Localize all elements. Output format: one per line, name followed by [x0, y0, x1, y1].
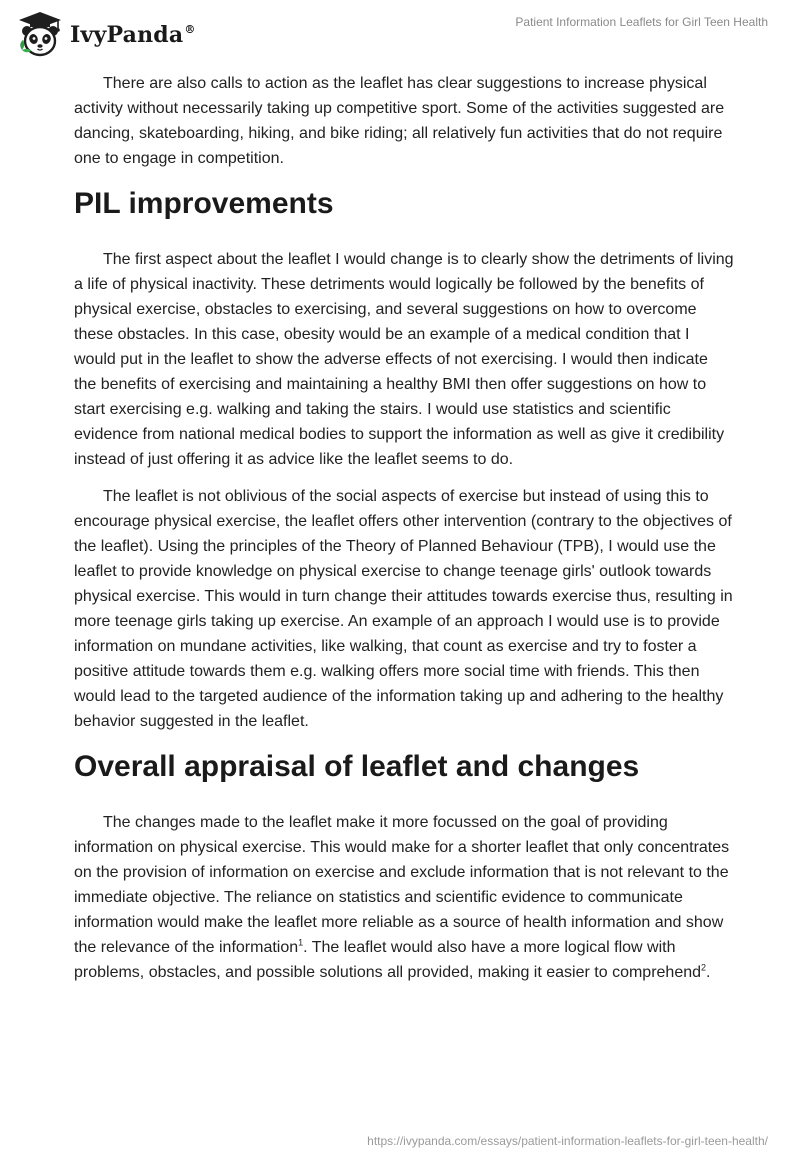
- paragraph-calls-to-action: There are also calls to action as the leaflet has clear suggestions to increase physical activity without necessarily taking up competitive sport. Some of the activities suggested are dancing, skateboarding, hiking, and bike riding; all relatively fun activities that do not require one to engage in competition.: [74, 75, 725, 167]
- source-url[interactable]: https://ivypanda.com/essays/patient-information-leaflets-for-girl-teen-health/: [367, 1134, 768, 1148]
- paragraph-text-part: . The leaflet would also have a more logical flow with problems, obstacles, and possible solutions all provided, making it easier to comprehend: [74, 939, 702, 981]
- ivypanda-logo[interactable]: [16, 8, 196, 60]
- heading-overall-appraisal: Overall appraisal of leaflet and changes: [74, 750, 640, 783]
- panda-graduate-icon: [16, 10, 64, 58]
- heading-pil-improvements: PIL improvements: [74, 187, 334, 220]
- paragraph-detriments: The first aspect about the leaflet I would change is to clearly show the detriments of living a life of physical inactivity. These detriments would logically be followed by the benefits of physical exercise, obstacles to exercising, and several suggestions on how to overcome these obstacles. In this case, obesity would be an example of a medical condition that I would put in the leaflet to show the adverse effects of not exercising. I would then indicate the benefits of exercising and maintaining a healthy BMI then offer suggestions on how to start exercising e.g. walking and taking the stairs. I would use statistics and scientific evidence from national medical bodies to support the information as well as give it credibility instead of just offering it as advice like the leaflet seems to do.: [74, 251, 734, 468]
- paragraph-social-aspects: The leaflet is not oblivious of the social aspects of exercise but instead of using this to encourage physical exercise, the leaflet offers other intervention (contrary to the objectives of the leaflet). Using the principles of the Theory of Planned Behaviour (TPB), I would use the leaflet to provide knowledge on physical exercise to change teenage girls' outlook towards physical exercise. This would in turn change their attitudes towards exercise thus, resulting in more teenage girls taking up exercise. An example of an approach I would use is to provide information on mundane activities, like walking, that count as exercise and try to foster a positive attitude towards them e.g. walking offers more social time with friends. This then would lead to the targeted audience of the information taking up and adhering to the healthy behavior suggested in the leaflet.: [74, 488, 733, 730]
- essay-content: [74, 71, 734, 997]
- paragraph-text-part: The changes made to the leaflet make it more focussed on the goal of providing information on physical exercise. This would make for a shorter leaflet that only concentrates on the provision of information on exercise and exclude information that is not relevant to the immediate objective. The reliance on statistics and scientific evidence to communicate information would make the leaflet more reliable as a source of health information and show the relevance of the information: [74, 814, 730, 956]
- logo-wordmark: IvyPanda®: [70, 22, 196, 48]
- footnote-ref-1[interactable]: 1: [298, 937, 304, 948]
- document-title: Patient Information Leaflets for Girl Teen Health: [515, 15, 768, 29]
- paragraph-changes-summary: [74, 810, 734, 985]
- footnote-ref-2[interactable]: 2: [701, 962, 707, 973]
- page-header: [0, 0, 800, 70]
- paragraph-text-part: .: [706, 964, 711, 981]
